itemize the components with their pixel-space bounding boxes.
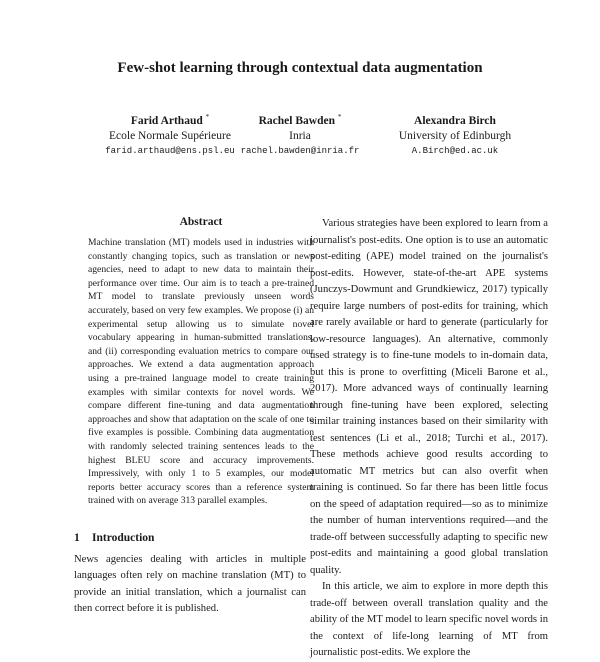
author-name: Rachel Bawden * — [258, 113, 342, 127]
author-affiliation: Ecole Normale Supérieure — [109, 129, 231, 142]
author-mark: * — [205, 113, 210, 121]
author-name: Farid Arthaud * — [130, 113, 210, 127]
author-name: Alexandra Birch — [414, 114, 496, 127]
author-email: A.Birch@ed.ac.uk — [411, 145, 499, 156]
abstract-heading: Abstract — [179, 216, 223, 228]
author-email: rachel.bawden@inria.fr — [240, 145, 360, 156]
paragraph: Various strategies have been explored to learn from a journalist's post-edits. One option is to use an automatic post-editing (APE) model trained on the journalist's post-edits. However, state-of-the-art APE systems (Junczys-Dowmunt and Grundkiewicz, 2017) typically require large numbers of post-edits for training, which are rarely available or hard to generate (particularly for low-resource languages). An alternative, commonly used strategy is to fine-tune models to in-domain data, but this is prone to overfitting (Miceli Barone et al., 2017). More advanced ways of continually learning through fine-tuning have been explored, selecting similar training instances based on their similarity with test sentences (Li et al., 2018; Turchi et al., 2017). These methods achieve good results according to automatic MT metrics but can also overfit when training is continued. So far there has been little focus on the speed of adaptation required—so as to minimize the number of human interventions required—and the trade-off between successfully adapting to specific new post-edits and maintaining a good global translation quality. — [310, 218, 548, 576]
section-number: 1 — [74, 532, 80, 544]
author-email: farid.arthaud@ens.psl.eu — [105, 145, 235, 156]
abstract-text: Machine translation (MT) models used in industries with constantly changing topics, such as translation or news agencies, need to adapt to new data to maintain their performance over time. Our aim is to teach a pre-trained MT model to translate previously unseen words accurately, based on very few examples. We propose (i) an experimental setup allowing us to simulate novel vocabulary appearing in human-submitted translations, and (ii) corresponding evaluation metrics to compare our approaches. We extend a data augmentation approach using a pre-trained language model to create training examples with similar contexts for novel words. We compare different fine-tuning and data augmentation approaches and show that adaptation on the scale of one to five examples is possible. Combining data augmentation with randomly selected training sentences leads to the highest BLEU score and accuracy improvements. Impressively, with only 1 to 5 examples, our model reports better accuracy scores than a reference system trained with on average 313 parallel examples. — [88, 237, 314, 507]
author-affiliation: University of Edinburgh — [398, 129, 512, 142]
author-block — [230, 110, 370, 159]
section-heading — [74, 532, 314, 544]
section-title: Introduction — [92, 532, 155, 544]
author-affiliation: Inria — [289, 129, 311, 142]
intro-text: News agencies dealing with articles in multiple languages often rely on machine translation (MT) to provide an initial translation, which a journalist can then correct before it is published. — [74, 554, 306, 614]
author-block — [360, 110, 550, 159]
author-mark: * — [337, 113, 342, 121]
paragraph: In this article, we aim to explore in more depth this trade-off between overall translation quality and the ability of the MT model to learn specific novel words in the context of life-long learning of MT from journalistic post-edits. We explore the — [310, 581, 548, 658]
right-column — [310, 216, 548, 658]
paper-title: Few-shot learning through contextual data augmentation — [117, 60, 483, 76]
